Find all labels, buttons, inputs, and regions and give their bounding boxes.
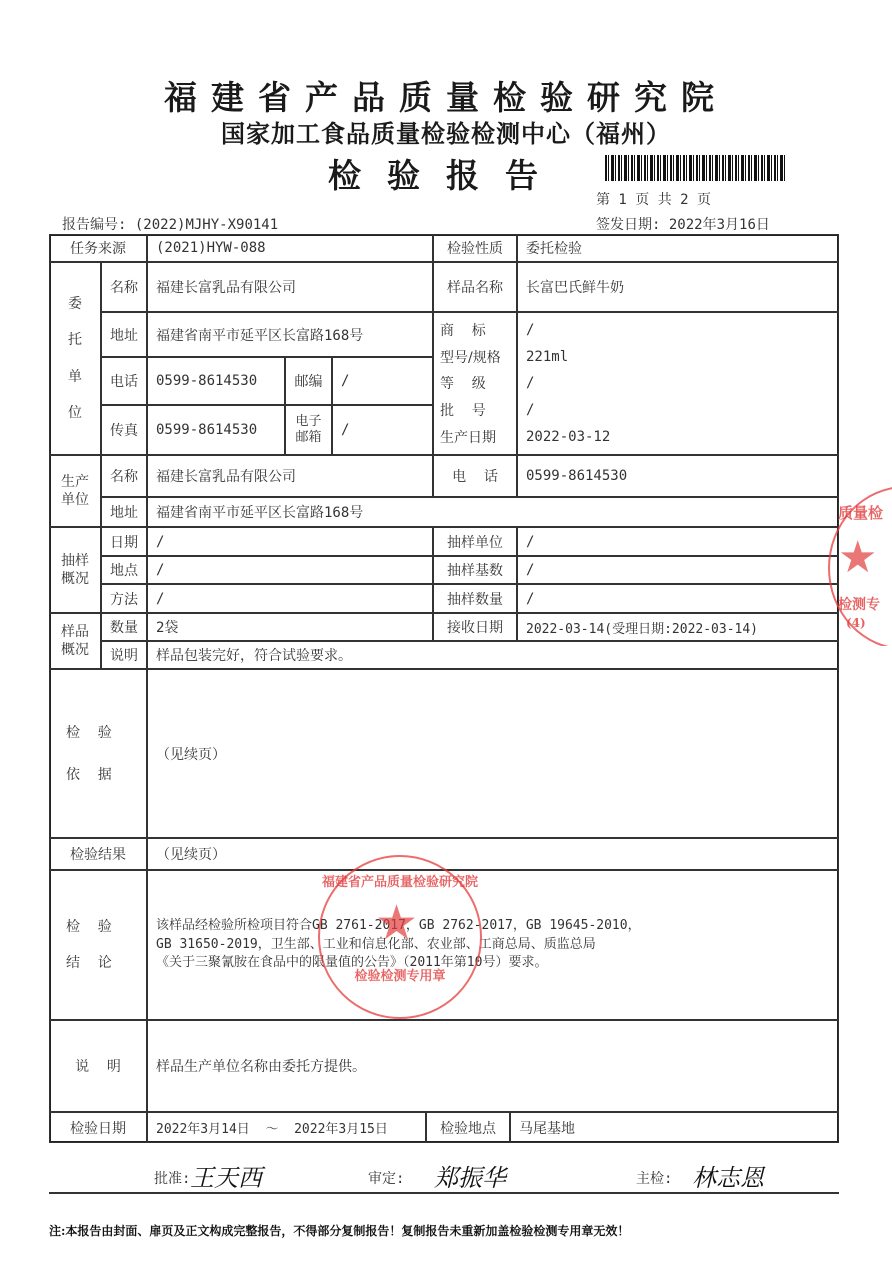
sampling-date-value: / [147,527,433,556]
test-date-label: 检验日期 [49,1112,147,1143]
sampling-section-label: 抽样概况 [49,527,101,613]
remark-value: 样品生产单位名称由委托方提供。 [147,1020,839,1112]
review-label: 审定: [368,1171,405,1187]
sampling-unit-value: / [517,527,839,556]
sampling-qty-value: / [517,584,839,613]
client-name-value: 福建长富乳品有限公司 [147,262,433,312]
conclusion-line-2: GB 31650-2019，卫生部、工业和信息化部、农业部、工商总局、质监总局 [156,936,596,952]
inspection-seal [318,855,482,1019]
basis-label [49,669,147,838]
client-postcode-value: / [332,357,433,405]
test-nature-value: 委托检验 [517,234,839,262]
conclusion-line-3: 《关于三聚氰胺在食品中的限量值的公告》（2011年第10号）要求。 [156,955,548,971]
approve-label: 批准: [154,1171,191,1187]
remark-label: 说 明 [49,1020,147,1112]
client-fax-label: 传真 [101,405,147,455]
sample-qty-label: 数量 [101,613,147,641]
sampling-date-label: 日期 [101,527,147,556]
client-phone-value: 0599-8614530 [147,357,285,405]
result-value: （见续页） [147,838,839,870]
edge-seal [828,486,892,646]
sampling-place-value: / [147,556,433,584]
receive-date-label: 接收日期 [433,613,517,641]
inspector-label: 主检: [636,1171,673,1187]
sample-desc-value: 样品包装完好，符合试验要求。 [147,641,839,669]
report-number-value: (2022)MJHY-X90141 [134,217,279,233]
producer-name-label: 名称 [101,455,147,497]
edge-seal-top: 质量检 [838,504,884,522]
client-phone-label: 电话 [101,357,147,405]
sample-attributes-values [517,312,839,455]
footer-divider [49,1192,839,1194]
sampling-method-label: 方法 [101,584,147,613]
review-signature: 郑振华 [434,1164,506,1192]
test-nature-label: 检验性质 [433,234,517,262]
test-date-value: 2022年3月14日 ～ 2022年3月15日 [147,1112,426,1143]
inspector-signature: 林志恩 [692,1164,764,1192]
client-label-char: 位 [68,404,82,421]
institute-title: 福建省产品质量检验研究院 [164,78,728,117]
footer-note: 注:本报告由封面、扉页及正文构成完整报告，不得部分复制报告！复制报告未重新加盖检验检测专用章无效！ [49,1224,630,1238]
batch-label: 批 号 [440,403,486,420]
issue-date-label: 签发日期: [596,217,661,233]
client-fax-value: 0599-8614530 [147,405,285,455]
client-label-char: 托 [68,332,82,349]
issue-date [596,214,770,234]
seal-bottom-text: 检验检测专用章 [354,969,446,984]
producer-section-label: 生产单位 [49,455,101,527]
edge-seal-star-icon: ★ [838,532,878,583]
client-name-label: 名称 [101,262,147,312]
seal-top-text: 福建省产品质量检验研究院 [321,875,478,890]
test-location-label: 检验地点 [426,1112,510,1143]
edge-seal-number: (4) [846,616,866,630]
sample-name-value: 长富巴氏鲜牛奶 [517,262,839,312]
approve-signature: 王天西 [190,1164,262,1192]
sample-desc-label: 说明 [101,641,147,669]
sample-qty-value: 2袋 [147,613,433,641]
report-number-label: 报告编号: [62,217,127,233]
client-email-value: / [332,405,433,455]
sample-attributes-labels [433,312,517,455]
client-label-char: 委 [68,295,82,312]
basis-label-bottom: 依 据 [66,766,112,783]
grade-value: / [526,375,535,392]
sample-overview-label: 样品概况 [49,613,101,669]
client-address-label: 地址 [101,312,147,357]
client-email-label: 电子邮箱 [285,405,332,455]
conclusion-value [147,870,839,1020]
edge-seal-bottom: 检测专 [838,597,880,613]
receive-date-value: 2022-03-14(受理日期:2022-03-14) [517,613,839,641]
producer-phone-value: 0599-8614530 [517,455,839,497]
client-label-char: 单 [68,368,82,385]
conclusion-label-bottom: 结 论 [66,955,112,971]
grade-label: 等 级 [440,376,486,393]
issue-date-value: 2022年3月16日 [668,217,770,233]
producer-phone-label: 电 话 [433,455,517,497]
producer-address-label: 地址 [101,497,147,527]
conclusion-line-1: 该样品经检验所检项目符合GB 2761-2017，GB 2762-2017，GB 19645-2010， [156,917,641,933]
sample-name-label: 样品名称 [433,262,517,312]
trademark-value: / [526,322,535,339]
result-label: 检验结果 [49,838,147,870]
sampling-base-label: 抽样基数 [433,556,517,584]
client-section-label [49,262,101,455]
report-number [62,214,278,234]
basis-label-top: 检 验 [66,724,112,741]
trademark-label: 商 标 [440,323,486,340]
document-title: 检验报告 [328,156,564,195]
model-label: 型号/规格 [440,349,501,366]
barcode [605,155,785,181]
conclusion-label-top: 检 验 [66,918,112,935]
producer-address-value: 福建省南平市延平区长富路168号 [147,497,839,527]
sampling-method-value: / [147,584,433,613]
producer-name-value: 福建长富乳品有限公司 [147,455,433,497]
sampling-place-label: 地点 [101,556,147,584]
basis-value: （见续页） [147,669,839,838]
center-title: 国家加工食品质量检验检测中心（福州） [221,119,671,148]
page-info: 第 1 页 共 2 页 [596,192,712,208]
model-value: 221ml [526,348,569,365]
task-source-value: (2021)HYW-088 [147,234,433,262]
production-date-value: 2022-03-12 [526,428,611,445]
seal-star-icon: ★ [375,895,419,951]
sampling-qty-label: 抽样数量 [433,584,517,613]
task-source-label: 任务来源 [49,234,147,262]
test-location-value: 马尾基地 [510,1112,839,1143]
production-date-label: 生产日期 [440,429,496,446]
batch-value: / [526,402,535,419]
client-address-value: 福建省南平市延平区长富路168号 [147,312,433,357]
sampling-unit-label: 抽样单位 [433,527,517,556]
client-postcode-label: 邮编 [285,357,332,405]
sampling-base-value: / [517,556,839,584]
conclusion-label [49,870,147,1020]
